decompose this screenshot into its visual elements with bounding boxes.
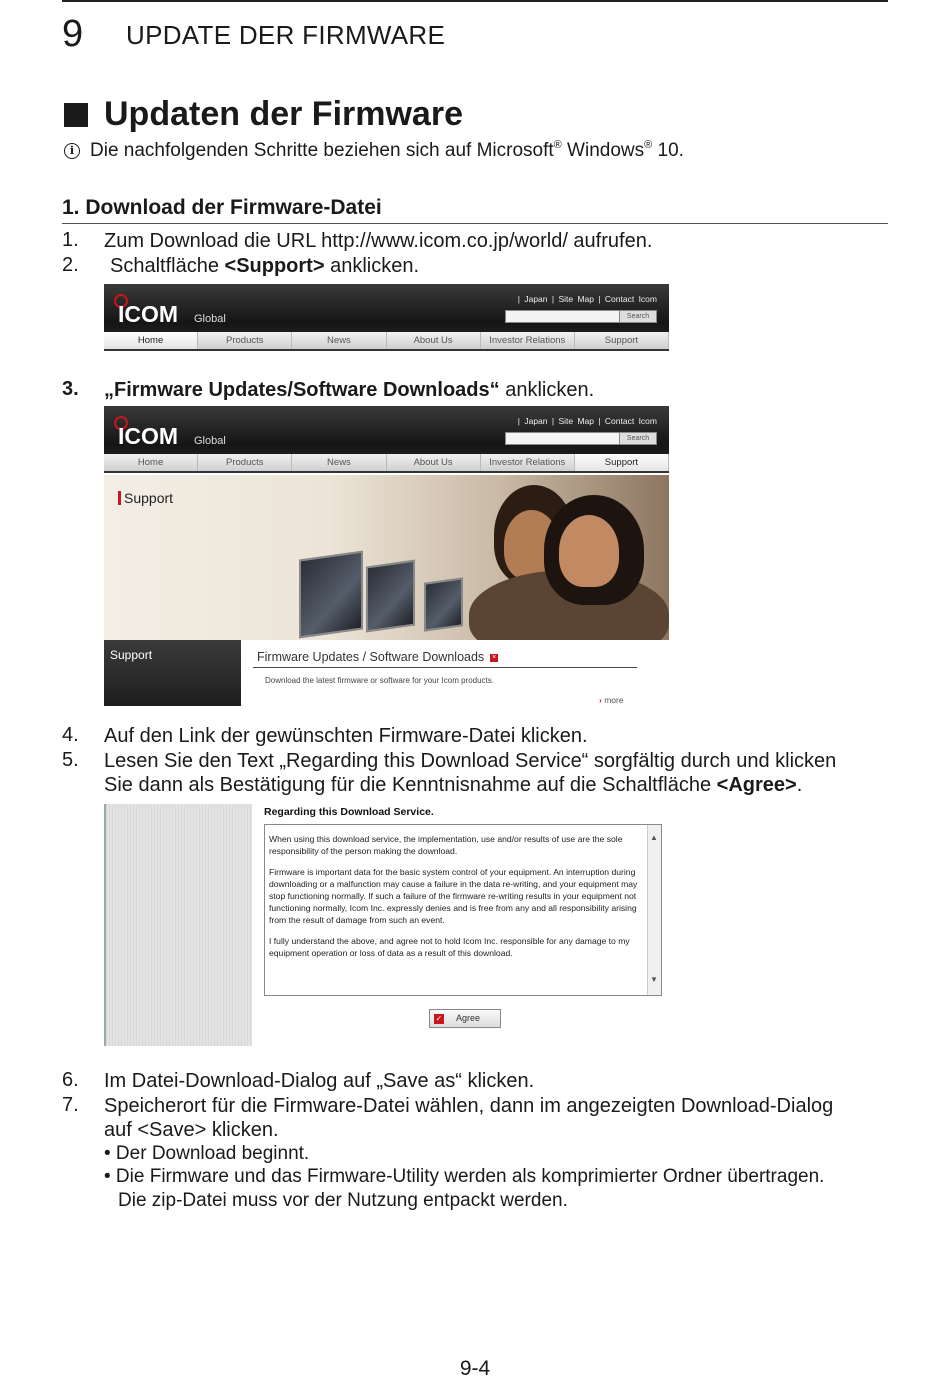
nav-item-investor[interactable]: Investor Relations xyxy=(481,454,575,471)
step-text: Sie dann als Bestätigung für die Kenntnisnahme auf die Schaltfläche <Agree>. xyxy=(104,774,803,796)
more-link[interactable]: › more xyxy=(599,695,624,705)
nav-item-support[interactable]: Support xyxy=(575,454,669,471)
agree-check-icon: ✓ xyxy=(435,1013,443,1023)
support-content-pane xyxy=(241,640,669,706)
step-number: 1. xyxy=(62,229,79,251)
monitor-shape xyxy=(299,551,363,639)
top-links[interactable]: | Japan | Site Map | Contact Icom xyxy=(517,416,657,426)
monitor-shape xyxy=(366,560,415,633)
nav-item-support[interactable]: Support xyxy=(575,332,669,349)
site-header xyxy=(104,284,669,339)
support-banner-label: Support xyxy=(124,490,174,506)
step-text: Auf den Link der gewünschten Firmware-Datei klicken. xyxy=(104,725,588,747)
icom-logo: ICOM xyxy=(118,423,179,449)
info-note: Die nachfolgenden Schritte beziehen sich auf Microsoft® Windows® 10. xyxy=(90,139,684,161)
terms-paragraph: Firmware is important data for the basic system control of your equipment. An interruption during downloading or a malfunction may cause a failure in the data re-writing, and your equipment may stop functioning normally. If such a failure of the firmware re-writing results in your equipment not functioning normally, Icom Inc. expressly denies and is free from any and all responsibility arising from the result of damage from such an event. xyxy=(269,867,638,925)
firmware-link-rule xyxy=(253,667,637,668)
step-text: Speicherort für die Firmware-Datei wählen, dann im angezeigten Download-Dialog xyxy=(104,1095,834,1117)
nav-item-about[interactable]: About Us xyxy=(387,454,481,471)
dialog-title: Regarding this Download Service. xyxy=(264,806,434,818)
download-service-screenshot xyxy=(104,804,669,1048)
chapter-number: 9 xyxy=(62,13,84,55)
site-nav xyxy=(104,332,669,351)
terms-textbox[interactable] xyxy=(264,824,662,996)
support-side-label: Support xyxy=(110,648,153,662)
step-number: 7. xyxy=(62,1094,79,1116)
nav-item-news[interactable]: News xyxy=(292,454,386,471)
bullet-item: • Die Firmware und das Firmware-Utility werden als komprimierter Ordner übertragen. xyxy=(104,1166,825,1187)
site-nav xyxy=(104,454,669,473)
top-rule xyxy=(62,0,888,2)
nav-item-news[interactable]: News xyxy=(292,332,386,349)
banner-red-mark xyxy=(118,491,121,505)
step-number: 2. xyxy=(62,254,79,276)
support-banner-photo xyxy=(104,475,669,640)
subsection-title: 1. Download der Firmware-Datei xyxy=(62,196,382,219)
section-title: Updaten der Firmware xyxy=(104,95,463,133)
step-text: auf <Save> klicken. xyxy=(104,1119,279,1141)
firmware-description: Download the latest firmware or software for your Icom products. xyxy=(265,676,494,685)
terms-text xyxy=(269,833,641,968)
bullet-item: Die zip-Datei muss vor der Nutzung entpackt werden. xyxy=(118,1190,568,1211)
icom-logo: ICOM xyxy=(118,301,179,327)
scroll-down-icon[interactable]: ▼ xyxy=(650,975,658,984)
icom-site-screenshot-2 xyxy=(104,406,669,707)
step-number: 5. xyxy=(62,749,79,771)
terms-paragraph: When using this download service, the implementation, use and/or results of use are the sole responsibility of the person making the download. xyxy=(269,834,623,856)
step-text: Lesen Sie den Text „Regarding this Download Service“ sorgfältig durch und klicken xyxy=(104,750,837,772)
terms-paragraph: I fully understand the above, and agree not to hold Icom Inc. responsible for any damage to my equipment operation or loss of data as a result of this download. xyxy=(269,936,630,958)
page-number: 9-4 xyxy=(459,1357,491,1380)
search-button[interactable]: Search xyxy=(619,310,657,323)
global-label: Global xyxy=(194,313,226,325)
step-number: 6. xyxy=(62,1069,79,1091)
site-header xyxy=(104,406,669,461)
top-links[interactable]: | Japan | Site Map | Contact Icom xyxy=(517,294,657,304)
step-number: 3. xyxy=(62,378,79,400)
agree-button[interactable]: ✓ Agree xyxy=(429,1009,501,1028)
step-text: Im Datei-Download-Dialog auf „Save as“ klicken. xyxy=(104,1070,535,1092)
left-gray-panel xyxy=(104,804,252,1046)
step-text: Schaltfläche <Support> anklicken. xyxy=(110,255,420,277)
icom-site-screenshot-1 xyxy=(104,284,669,368)
step-text: „Firmware Updates/Software Downloads“ anklicken. xyxy=(104,379,595,401)
search-button[interactable]: Search xyxy=(619,432,657,445)
nav-item-products[interactable]: Products xyxy=(198,454,292,471)
global-label: Global xyxy=(194,435,226,447)
info-icon: i xyxy=(64,143,80,159)
nav-item-investor[interactable]: Investor Relations xyxy=(481,332,575,349)
link-arrow-icon: × xyxy=(492,653,497,661)
nav-item-products[interactable]: Products xyxy=(198,332,292,349)
step-number: 4. xyxy=(62,724,79,746)
subsection-rule xyxy=(62,223,888,224)
monitor-shape xyxy=(424,577,463,631)
nav-item-about[interactable]: About Us xyxy=(387,332,481,349)
person-shape xyxy=(559,515,619,587)
section-square-icon xyxy=(64,103,88,127)
support-side-panel xyxy=(104,640,241,706)
chapter-title: UPDATE DER FIRMWARE xyxy=(126,20,446,50)
scroll-up-icon[interactable]: ▲ xyxy=(650,833,658,842)
step-text: Zum Download die URL http://www.icom.co.jp/world/ aufrufen. xyxy=(104,230,653,252)
bullet-item: • Der Download beginnt. xyxy=(104,1143,310,1164)
nav-item-home[interactable]: Home xyxy=(104,332,198,349)
scrollbar[interactable] xyxy=(647,825,661,995)
nav-item-home[interactable]: Home xyxy=(104,454,198,471)
firmware-downloads-link[interactable]: Firmware Updates / Software Downloads × xyxy=(257,650,497,664)
